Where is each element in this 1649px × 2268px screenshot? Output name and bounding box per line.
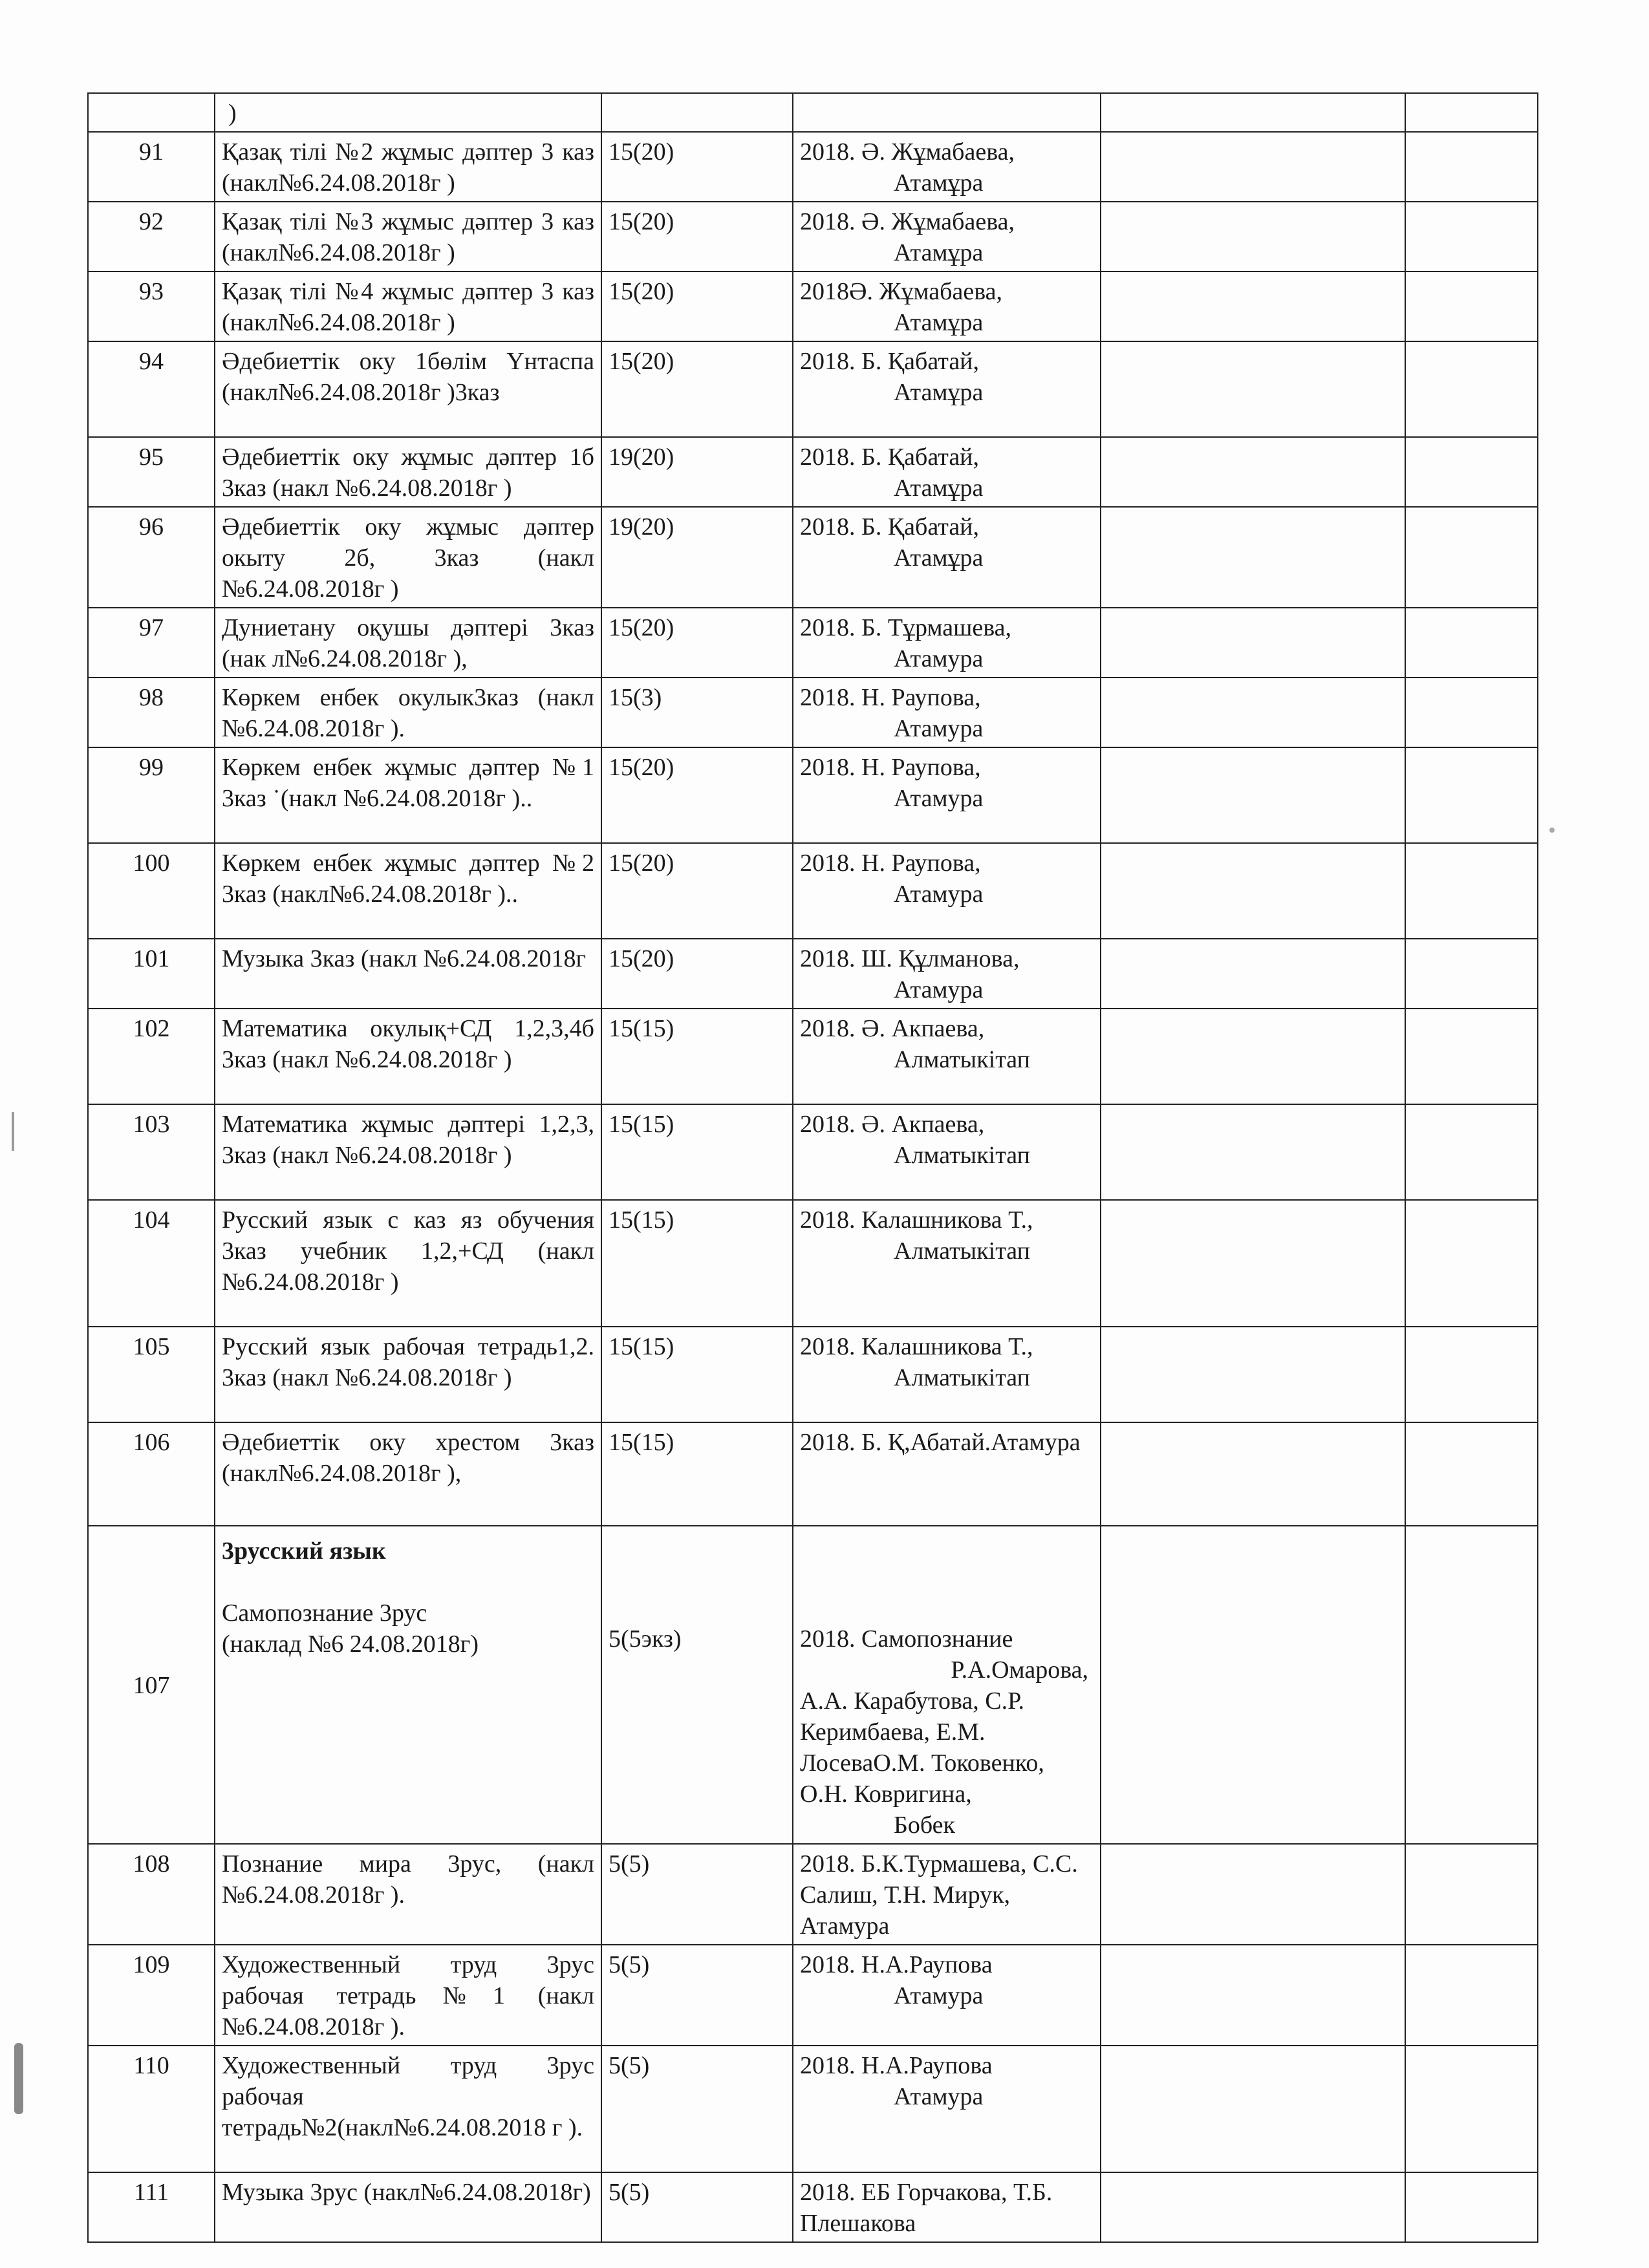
publisher-house: Атамұра [894,544,984,572]
row-number: 107 [88,1526,215,1844]
row-number: 93 [88,272,215,341]
publisher [793,1009,1101,1104]
publisher-house: Атамұра [894,239,984,266]
empty-cell [1101,1009,1405,1104]
empty-cell [1101,93,1405,132]
table-row [88,93,1538,132]
empty-cell [1101,341,1405,437]
table-row [88,202,1538,272]
row-number: 97 [88,608,215,678]
publisher [793,132,1101,202]
empty-cell [1405,341,1538,437]
publisher-year-author: 2018. Н. Раупова, [800,684,981,711]
quantity: 15(15) [601,1104,793,1200]
row-number: 91 [88,132,215,202]
quantity: 15(3) [601,678,793,747]
table-row [88,939,1538,1009]
publisher-year-author: 2018. Б. Қабатай, [800,348,980,375]
publisher-year-author: 2018. Н. Раупова, [800,850,981,877]
empty-cell [1405,1200,1538,1327]
quantity: 15(15) [601,1200,793,1327]
empty-cell [1101,2172,1405,2242]
publisher-year-author: 2018. Ә. Акпаева, [800,1111,985,1138]
publisher [793,437,1101,507]
empty-cell [1405,202,1538,272]
empty-cell [1101,1200,1405,1327]
quantity: 15(20) [601,608,793,678]
table-row [88,437,1538,507]
publisher [793,202,1101,272]
table-row [88,132,1538,202]
publisher [793,341,1101,437]
table-row [88,1526,1538,1844]
publisher-house: Атамура [894,1982,984,2009]
empty-cell [1405,507,1538,608]
empty-cell [1101,1327,1405,1422]
book-title-line: (наклад №6 24.08.2018г) [222,1631,479,1658]
publisher-year-author: 2018. Калашникова Т., [800,1206,1033,1234]
publisher-house: Атамұра [894,475,984,502]
row-number: 95 [88,437,215,507]
empty-cell [1101,437,1405,507]
row-number: 109 [88,1945,215,2046]
row-number: 100 [88,843,215,939]
publisher [793,1422,1101,1526]
row-number: 101 [88,939,215,1009]
empty-cell [1405,1009,1538,1104]
row-number: 104 [88,1200,215,1327]
book-title: Русский язык рабочая тетрадь1,2. 3каз (накл №6.24.08.2018г ) [215,1327,601,1422]
publisher-text: 2018. ЕБ Горчакова, Т.Б. Плешакова [800,2179,1053,2237]
row-number: 105 [88,1327,215,1422]
publisher-year-author: 2018. Б. Қ,Абатай.Атамура [800,1429,1081,1456]
publisher [793,843,1101,939]
book-title: Қазақ тілі №4 жұмыс дәптер 3 каз (накл№6.24.08.2018г ) [215,272,601,341]
row-number: 108 [88,1844,215,1945]
publisher-year-author: 2018. Б. Тұрмашева, [800,614,1012,641]
empty-cell [1101,747,1405,843]
publisher-house: Атамура [894,2083,984,2110]
publisher-year-author: 2018. Н.А.Раупова [800,1951,993,1978]
publisher-house: Атамура [894,645,984,672]
publisher-year-author: 2018. Н.А.Раупова [800,2052,993,2079]
publisher-house: Атамура [894,785,984,812]
empty-cell [1405,93,1538,132]
book-title: Әдебиеттік оку жұмыс дәптер 1б 3каз (накл №6.24.08.2018г ) [215,437,601,507]
table-row [88,1327,1538,1422]
table-row [88,678,1538,747]
publisher [793,1526,1101,1844]
table-row [88,1009,1538,1104]
empty-cell [1405,272,1538,341]
publisher-house: Атамұра [894,379,984,406]
book-title: Художественный труд 3рус рабочая тетрадь№2(накл№6.24.08.2018 г ). [215,2046,601,2172]
publisher-house: Атамұра [894,309,984,336]
publisher-line: Р.А.Омарова, [951,1656,1088,1684]
publisher-house: Атамура [894,881,984,908]
table-row [88,1945,1538,2046]
empty-cell [1405,678,1538,747]
publisher-line: А.А. Карабутова, С.Р. Керимбаева, Е.М. ЛосеваО.М. Токовенко, О.Н. Ковригина, [800,1687,1044,1808]
publisher-year-author: 2018. Ә. Жұмабаева, [800,138,1015,166]
spacer [222,1567,594,1598]
table-row [88,1844,1538,1945]
empty-cell [1405,747,1538,843]
quantity: 15(20) [601,341,793,437]
book-title: Қазақ тілі №3 жұмыс дәптер 3 каз (накл№6.24.08.2018г ) [215,202,601,272]
table-row [88,1200,1538,1327]
publisher-year-author: 2018. Н. Раупова, [800,754,981,781]
empty-cell [1405,939,1538,1009]
book-title: Әдебиеттік оку хрестом 3каз (накл№6.24.08.2018г ), [215,1422,601,1526]
quantity: 5(5) [601,2046,793,2172]
publisher-house: Атамура [894,715,984,742]
table-row [88,272,1538,341]
quantity: 15(20) [601,272,793,341]
publisher-house: Алматыкітап [894,1046,1031,1073]
empty-cell [1101,843,1405,939]
publisher-line: 2018. Самопознание [800,1625,1013,1653]
quantity: 15(15) [601,1422,793,1526]
publisher [793,939,1101,1009]
book-title: Музыка 3рус (накл№6.24.08.2018г) [215,2172,601,2242]
empty-cell [1405,2172,1538,2242]
book-title: Көркем енбек окулык3каз (накл №6.24.08.2018г ). [215,678,601,747]
empty-cell [1405,132,1538,202]
book-title: ) [215,93,601,132]
publisher-house: Алматыкітап [894,1364,1031,1391]
table-row [88,2046,1538,2172]
publisher-line: Бобек [894,1812,955,1839]
quantity: 15(20) [601,939,793,1009]
table-row [88,1104,1538,1200]
publisher [793,507,1101,608]
quantity: 15(20) [601,132,793,202]
table-row [88,341,1538,437]
empty-cell [1101,1844,1405,1945]
publisher-year-author: 2018Ә. Жұмабаева, [800,278,1003,305]
textbook-register-table [87,92,1538,2243]
publisher-year-author: 2018. Ә. Акпаева, [800,1015,985,1042]
table-row [88,507,1538,608]
publisher-house: Атамұра [894,169,984,197]
row-number: 103 [88,1104,215,1200]
quantity: 15(15) [601,1009,793,1104]
empty-cell [1405,1327,1538,1422]
book-title: Дуниетану оқушы дәптері 3каз (нак л№6.24.08.2018г ), [215,608,601,678]
publisher-year-author: 2018. Б. Қабатай, [800,444,980,471]
quantity: 5(5) [601,1945,793,2046]
publisher-house: Алматыкітап [894,1237,1031,1265]
publisher [793,2046,1101,2172]
empty-cell [1405,1526,1538,1844]
publisher-text: 2018. Б.К.Турмашева, С.С. Салиш, Т.Н. Мирук, Атамура [800,1850,1078,1940]
empty-cell [1101,1945,1405,2046]
book-title: Познание мира 3рус, (накл №6.24.08.2018г ). [215,1844,601,1945]
publisher-year-author: 2018. Ш. Құлманова, [800,945,1020,972]
quantity: 5(5экз) [601,1526,793,1844]
empty-cell [1101,678,1405,747]
empty-cell [1405,608,1538,678]
table-row [88,2172,1538,2242]
scan-artifact [12,1112,14,1151]
publisher [793,93,1101,132]
table-row [88,608,1538,678]
publisher-year-author: 2018. Б. Қабатай, [800,513,980,540]
publisher [793,1945,1101,2046]
empty-cell [1405,1945,1538,2046]
empty-cell [1405,1104,1538,1200]
publisher-year-author: 2018. Ә. Жұмабаева, [800,208,1015,235]
quantity: 5(5) [601,2172,793,2242]
publisher-house: Алматыкітап [894,1142,1031,1169]
publisher [793,1844,1101,1945]
row-number: 98 [88,678,215,747]
quantity: 5(5) [601,1844,793,1945]
empty-cell [1405,437,1538,507]
row-number: 96 [88,507,215,608]
book-title: Математика окулық+СД 1,2,3,4б 3каз (накл №6.24.08.2018г ) [215,1009,601,1104]
empty-cell [1405,843,1538,939]
quantity: 19(20) [601,507,793,608]
quantity: 15(15) [601,1327,793,1422]
empty-cell [1101,2046,1405,2172]
empty-cell [1101,1526,1405,1844]
section-heading: 3русский язык [222,1537,386,1565]
publisher [793,747,1101,843]
book-title: Математика жұмыс дәптері 1,2,3, 3каз (накл №6.24.08.2018г ) [215,1104,601,1200]
quantity [601,93,793,132]
publisher [793,608,1101,678]
row-number: 110 [88,2046,215,2172]
book-title: Көркем енбек жұмыс дәптер №2 3каз (накл№6.24.08.2018г ).. [215,843,601,939]
quantity: 19(20) [601,437,793,507]
publisher [793,678,1101,747]
row-number: 102 [88,1009,215,1104]
scan-artifact [14,2043,23,2114]
publisher [793,272,1101,341]
publisher [793,2172,1101,2242]
book-title: Музыка 3каз (накл №6.24.08.2018г [215,939,601,1009]
empty-cell [1101,1422,1405,1526]
scan-artifact [1549,828,1555,833]
publisher [793,1327,1101,1422]
book-title: Қазақ тілі №2 жұмыс дәптер 3 каз (накл№6.24.08.2018г ) [215,132,601,202]
book-title: Көркем енбек жұмыс дәптер №1 3каз ˙(накл №6.24.08.2018г ).. [215,747,601,843]
empty-cell [1101,507,1405,608]
row-number: 106 [88,1422,215,1526]
quantity: 15(20) [601,843,793,939]
empty-cell [1405,2046,1538,2172]
empty-cell [1405,1422,1538,1526]
book-title: Әдебиеттік оку 1бөлім Үнтаспа (накл№6.24.08.2018г )3каз [215,341,601,437]
publisher [793,1104,1101,1200]
book-title: Русский язык с каз яз обучения 3каз учебник 1,2,+СД (накл №6.24.08.2018г ) [215,1200,601,1327]
publisher-year-author: 2018. Калашникова Т., [800,1333,1033,1360]
empty-cell [1101,132,1405,202]
empty-cell [1101,1104,1405,1200]
empty-cell [1101,608,1405,678]
empty-cell [1405,1844,1538,1945]
book-title: Художественный труд 3рус рабочая тетрадь№1 (накл №6.24.08.2018г ). [215,1945,601,2046]
quantity: 15(20) [601,747,793,843]
row-number [88,93,215,132]
table-row [88,1422,1538,1526]
empty-cell [1101,202,1405,272]
empty-cell [1101,272,1405,341]
empty-cell [1101,939,1405,1009]
publisher-house: Атамура [894,976,984,1003]
row-number: 111 [88,2172,215,2242]
book-title: Әдебиеттік оку жұмыс дәптер окыту 2б, 3каз (накл №6.24.08.2018г ) [215,507,601,608]
book-title [215,1526,601,1844]
row-number: 92 [88,202,215,272]
table-row [88,747,1538,843]
quantity: 15(20) [601,202,793,272]
publisher [793,1200,1101,1327]
row-number: 94 [88,341,215,437]
book-title-line: Самопознание 3рус [222,1599,427,1627]
row-number: 99 [88,747,215,843]
table-row [88,843,1538,939]
